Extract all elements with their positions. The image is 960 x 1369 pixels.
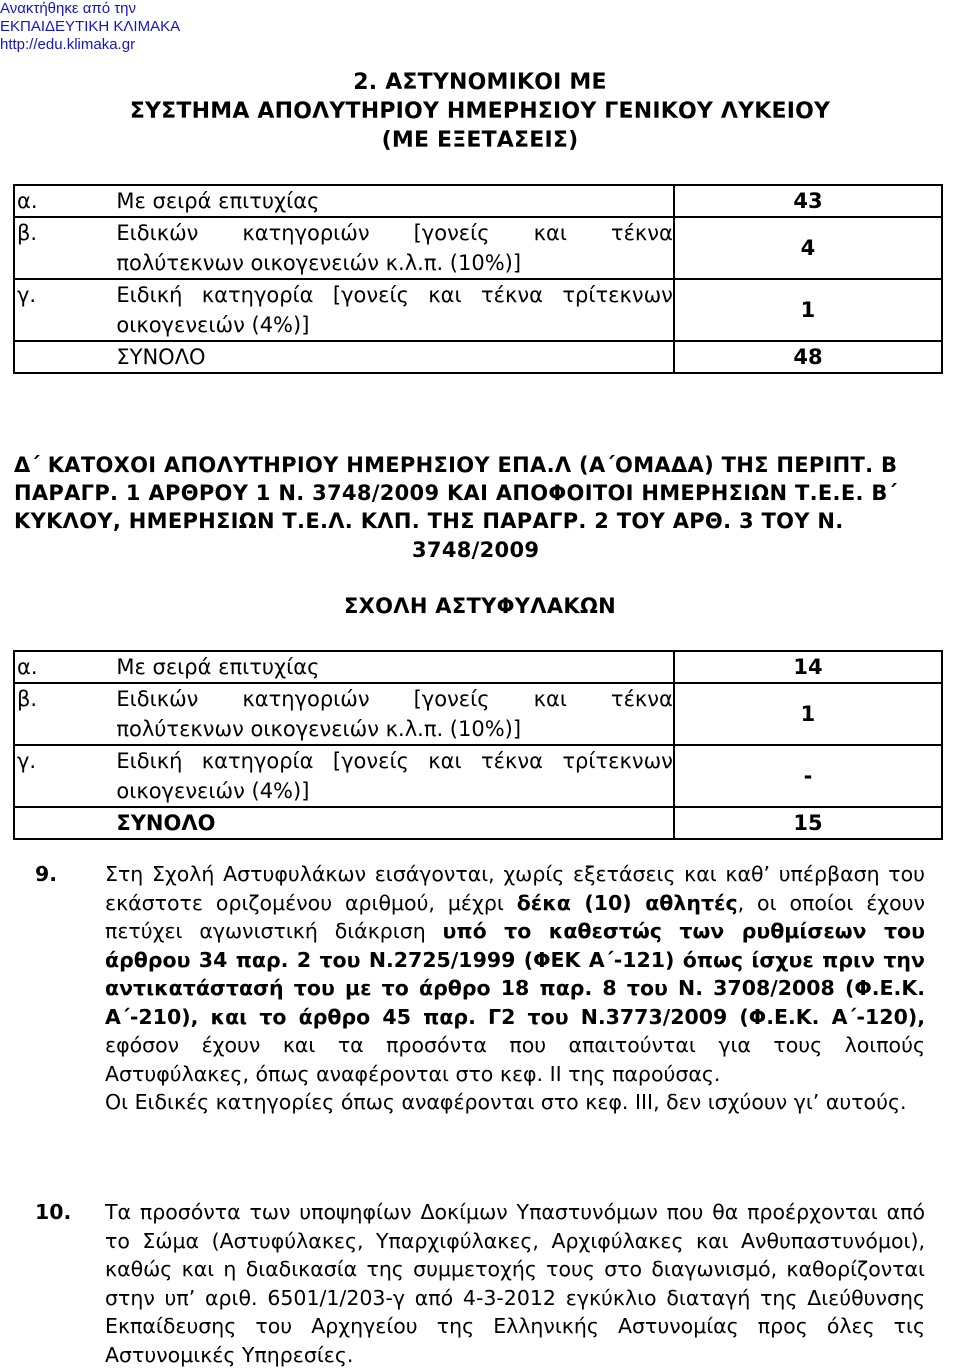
section2-title-line3: (ΜΕ ΕΞΕΤΑΣΕΙΣ)	[381, 128, 579, 153]
row-label: Με σειρά επιτυχίας	[116, 651, 674, 683]
table-row	[14, 217, 942, 279]
row-letter: α.	[14, 651, 116, 683]
paragraph-text: Τα προσόντα των υποψηφίων Δοκίμων Υπαστυνόμων που θα προέρχονται από το Σώμα (Αστυφύλακες, Υπαρχιφύλακες, Αρχιφύλακες και Ανθυπαστυνόμοι), καθώς και η διαδικασία της συμμετοχής τους στο διαγωνισμό, καθορίζονται στην υπ’ αριθ. 6501/1/203-γ από 4-3-2012 εγκύκλιο διαταγή της Διεύθυνσης Εκπαίδευσης του Αρχηγείου της Ελληνικής Αστυνομίας προς όλες τις Αστυνομικές Υπηρεσίες.	[105, 1200, 925, 1367]
row-value: 43	[674, 185, 942, 217]
sectionD-line3: ΚΥΚΛΟΥ, ΗΜΕΡΗΣΙΩΝ Τ.Ε.Λ. ΚΛΠ. ΤΗΣ ΠΑΡΑΓΡ. 2 ΤΟΥ ΑΡΘ. 3 ΤΟΥ Ν.	[14, 509, 844, 533]
row-letter: γ.	[14, 279, 116, 341]
school-title: ΣΧΟΛΗ ΑΣΤΥΦΥΛΑΚΩΝ	[343, 594, 617, 618]
row-label: Με σειρά επιτυχίας	[116, 185, 674, 217]
source-link[interactable]: http://edu.klimaka.gr	[0, 36, 136, 53]
paragraph-10	[35, 1198, 930, 1368]
row-label	[116, 279, 674, 341]
special-categories-note: Οι Ειδικές κατηγορίες όπως αναφέρονται στο κεφ. ΙΙΙ, δεν ισχύουν γι’ αυτούς.	[105, 1090, 907, 1114]
row-label-line1: Ειδικών κατηγοριών [γονείς και τέκνα	[116, 687, 673, 711]
row-value: 1	[674, 279, 942, 341]
total-label: ΣΥΝΟΛΟ	[116, 807, 674, 839]
total-row	[14, 341, 942, 373]
quota-table-1	[13, 184, 943, 374]
source-line-2: ΕΚΠΑΙΔΕΥΤΙΚΗ ΚΛΙΜΑΚΑ	[0, 18, 181, 35]
paragraph-number: 9.	[35, 862, 58, 886]
row-label-line2: πολύτεκνων οικογενειών κ.λ.π. (10%)]	[116, 251, 522, 275]
source-watermark	[0, 0, 180, 54]
row-letter: β.	[14, 683, 116, 745]
quota-table-2	[13, 650, 943, 840]
row-letter: α.	[14, 185, 116, 217]
table-row	[14, 185, 942, 217]
source-line-1: Ανακτήθηκε από την	[0, 0, 137, 17]
row-value: 1	[674, 683, 942, 745]
sectionD-line2: ΠΑΡΑΓΡ. 1 ΑΡΘΡΟΥ 1 Ν. 3748/2009 ΚΑΙ ΑΠΟΦΟΙΤΟΙ ΗΜΕΡΗΣΙΩΝ Τ.Ε.Ε. Β΄	[14, 481, 898, 505]
row-label-line2: πολύτεκνων οικογενειών κ.λ.π. (10%)]	[116, 717, 522, 741]
table-row	[14, 683, 942, 745]
row-label-line1: Ειδική κατηγορία [γονείς και τέκνα τρίτεκνων	[116, 749, 673, 773]
row-letter: β.	[14, 217, 116, 279]
row-value: 4	[674, 217, 942, 279]
sectionD-heading	[14, 452, 930, 479]
section2-title-line2: ΣΥΣΤΗΜΑ ΑΠΟΛΥΤΗΡΙΟΥ ΗΜΕΡΗΣΙΟΥ ΓΕΝΙΚΟΥ ΛΥΚΕΙΟΥ	[129, 99, 831, 124]
sectionD-line1: Δ΄ ΚΑΤΟΧΟΙ ΑΠΟΛΥΤΗΡΙΟΥ ΗΜΕΡΗΣΙΟΥ ΕΠΑ.Λ (Α΄ΟΜΑΔΑ) ΤΗΣ ΠΕΡΙΠΤ. Β	[14, 453, 898, 477]
row-label-line2: οικογενειών (4%)]	[116, 313, 310, 337]
athletes-count: δέκα (10) αθλητές	[516, 890, 738, 915]
row-letter: γ.	[14, 745, 116, 807]
row-label	[116, 745, 674, 807]
total-value: 48	[674, 341, 942, 373]
row-value: -	[674, 745, 942, 807]
row-label-line1: Ειδικών κατηγοριών [γονείς και τέκνα	[116, 221, 673, 245]
total-value: 15	[674, 807, 942, 839]
row-label	[116, 683, 674, 745]
section2-title-line1: 2. ΑΣΤΥΝΟΜΙΚΟΙ ΜΕ	[353, 70, 607, 95]
row-value: 14	[674, 651, 942, 683]
paragraph-9	[35, 860, 930, 1180]
table-row	[14, 279, 942, 341]
total-label: ΣΥΝΟΛΟ	[116, 341, 674, 373]
row-label-line2: οικογενειών (4%)]	[116, 779, 310, 803]
table-row	[14, 651, 942, 683]
legal-reference: υπό το καθεστώς των ρυθμίσεων του άρθρου 34 παρ. 2 του Ν.2725/1999 (ΦΕΚ Α΄-121) όπως ίσχυε πριν την αντικατάστασή του με το άρθρο 18 παρ. 8 του Ν. 3708/2008 (Φ.Ε.Κ. Α΄-210), και το άρθρο 45 παρ. Γ2 του Ν.3773/2009 (Φ.Ε.Κ. Α΄-120),	[105, 919, 925, 1029]
table-row	[14, 745, 942, 807]
paragraph-number: 10.	[35, 1200, 72, 1224]
paragraph-text: Στη Σχολή Αστυφυλάκων εισάγονται, χωρίς εξετάσεις και καθ’ υπέρβαση του εκάστοτε οριζομένου αριθμού, μέχρι δέκα (10) αθλητές, οι οποίοι έχουν πετύχει αγωνιστική διάκριση υπό το καθεστώς των ρυθμίσεων του άρθρου 34 παρ. 2 του Ν.2725/1999 (ΦΕΚ Α΄-121) όπως ίσχυε πριν την αντικατάστασή του με το άρθρο 18 παρ. 8 του Ν. 3708/2008 (Φ.Ε.Κ. Α΄-210), και το άρθρο 45 παρ. Γ2 του Ν.3773/2009 (Φ.Ε.Κ. Α΄-120), εφόσον έχουν και τα προσόντα που απαιτούνται για τους λοιπούς Αστυφύλακες, όπως αναφέρονται στο κεφ. ΙΙ της παρούσας. Οι Ειδικές κατηγορίες όπως αναφέρονται στο κεφ. ΙΙΙ, δεν ισχύουν γι’ αυτούς.	[105, 860, 925, 1117]
sectionD-line4: 3748/2009	[412, 538, 540, 562]
row-label	[116, 217, 674, 279]
total-row	[14, 807, 942, 839]
row-label-line1: Ειδική κατηγορία [γονείς και τέκνα τρίτεκνων	[116, 283, 673, 307]
